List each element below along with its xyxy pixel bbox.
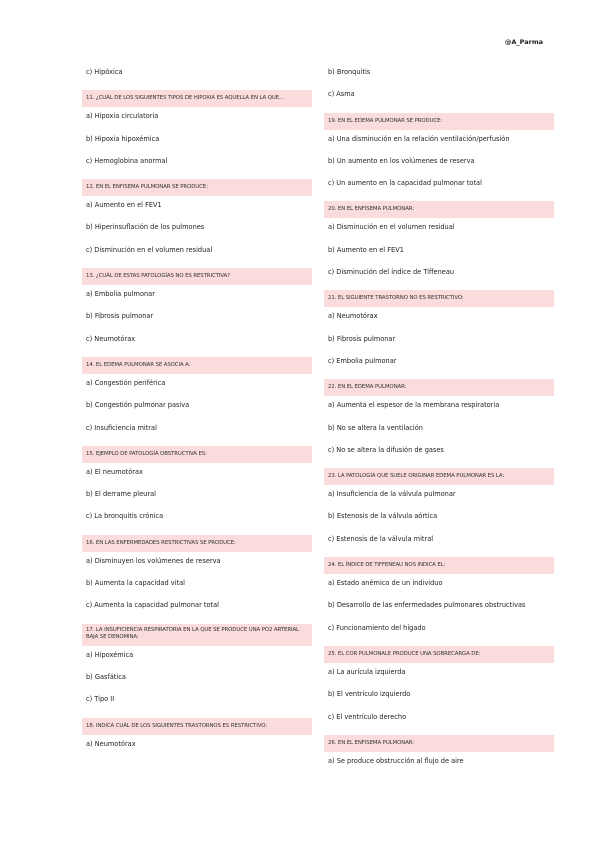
- answer-option: a) Aumenta el espesor de la membrana respiratoria: [328, 401, 500, 410]
- answer-option: c) Aumenta la capacidad pulmonar total: [86, 601, 219, 610]
- answer-option: b) Aumenta la capacidad vital: [86, 579, 185, 588]
- answer-option: a) Aumento en el FEV1: [86, 201, 162, 210]
- answer-option: c) Hemoglobina anormal: [86, 156, 168, 165]
- answer-option: c) Estenosis de la válvula mitral: [328, 534, 434, 543]
- question-heading: 24. EL ÍNDICE DE TIFFENEAU NOS INDICA EL:: [324, 557, 554, 574]
- answer-option: b) Estenosis de la válvula aórtica: [328, 512, 438, 521]
- answer-option: c) Insuficiencia mitral: [86, 423, 157, 432]
- answer-option: c) El ventrículo derecho: [328, 712, 407, 721]
- answer-option: a) La aurícula izquierda: [328, 667, 406, 676]
- right-column: [324, 68, 554, 779]
- answer-option: c) Disminución del índice de Tiffeneau: [328, 268, 455, 277]
- question-heading: 15. EJEMPLO DE PATOLOGÍA OBSTRUCTIVA ES:: [82, 446, 312, 463]
- answer-option: c) Disminución en el volumen residual: [86, 245, 213, 254]
- answer-option: c) Un aumento en la capacidad pulmonar total: [328, 179, 482, 188]
- answer-option: c) Tipo II: [86, 695, 115, 704]
- answer-option: a) Neumotórax: [328, 312, 378, 321]
- answer-option: c) Asma: [328, 90, 355, 99]
- answer-option: b) Un aumento en los volúmenes de reserva: [328, 156, 475, 165]
- question-heading: 22. EN EL EDEMA PULMONAR:: [324, 379, 554, 396]
- question-heading: 25. EL COR PULMONALE PRODUCE UNA SOBRECARGA DE:: [324, 646, 554, 663]
- answer-option: b) Aumento en el FEV1: [328, 245, 404, 254]
- question-heading: 12. EN EL ENFISEMA PULMONAR SE PRODUCE:: [82, 179, 312, 196]
- answer-option: a) Disminuyen los volúmenes de reserva: [86, 556, 221, 565]
- answer-option: b) Congestión pulmonar pasiva: [86, 401, 190, 410]
- answer-option: b) El ventrículo izquierdo: [328, 690, 411, 699]
- answer-option: c) No se altera la difusión de gases: [328, 445, 444, 454]
- answer-option: a) Se produce obstrucción al flujo de aire: [328, 756, 464, 765]
- question-heading: 11. ¿CUÁL DE LOS SIGUIENTES TIPOS DE HIPOXIA ES AQUELLA EN LA QUE...: [82, 90, 312, 107]
- answer-option: b) Fibrosis pulmonar: [328, 334, 396, 343]
- question-heading: 17. LA INSUFICIENCIA RESPIRATORIA EN LA QUE SE PRODUCE UNA PO2 ARTERIAL BAJA SE DENOMINA:: [82, 624, 312, 646]
- answer-option: b) Hipoxia hipoxémica: [86, 134, 160, 143]
- answer-option: c) La bronquitis crónica: [86, 512, 164, 521]
- question-heading: 14. EL EDEMA PULMONAR SE ASOCIA A:: [82, 357, 312, 374]
- question-heading: 13. ¿CUÁL DE ESTAS PATOLOGÍAS NO ES RESTRICTIVA?: [82, 268, 312, 285]
- answer-option: b) El derrame pleural: [86, 490, 156, 499]
- answer-option: b) Desarrollo de las enfermedades pulmonares obstructivas: [328, 601, 526, 610]
- answer-option: a) El neumotórax: [86, 467, 143, 476]
- answer-option: b) Gasfática: [86, 672, 126, 681]
- question-heading: 19. EN EL EDEMA PULMONAR SE PRODUCE:: [324, 113, 554, 130]
- question-heading: 16. EN LAS ENFERMEDADES RESTRICTIVAS SE PRODUCE:: [82, 535, 312, 552]
- author-handle: @A_Parma: [504, 38, 543, 46]
- answer-option: c) Neumotórax: [86, 334, 136, 343]
- answer-option: b) No se altera la ventilación: [328, 423, 423, 432]
- answer-option: a) Disminución en el volumen residual: [328, 223, 455, 232]
- answer-option: b) Fibrosis pulmonar: [86, 312, 154, 321]
- answer-option: a) Estado anémico de un individuo: [328, 579, 443, 588]
- answer-option: a) Neumotórax: [86, 739, 136, 748]
- answer-option: a) Congestión periférica: [86, 378, 166, 387]
- answer-option: a) Hipoxia circulatoria: [86, 112, 159, 121]
- question-heading: 21. EL SIGUIENTE TRASTORNO NO ES RESTRICTIVO:: [324, 290, 554, 307]
- question-heading: 23. LA PATOLOGÍA QUE SUELE ORIGINAR EDEMA PULMONAR ES LA:: [324, 468, 554, 485]
- answer-option: c) Embolia pulmonar: [328, 356, 397, 365]
- answer-option: c) Funcionamiento del hígado: [328, 623, 426, 632]
- answer-option: b) Bronquitis: [328, 68, 371, 76]
- answer-option: a) Hipoxémica: [86, 650, 134, 659]
- left-column: [82, 68, 312, 762]
- answer-option: a) Una disminución en la relación ventilación/perfusión: [328, 134, 510, 143]
- question-heading: 20. EN EL ENFISEMA PULMONAR:: [324, 201, 554, 218]
- answer-option: b) Hiperinsuflación de los pulmones: [86, 223, 205, 232]
- answer-option: a) Insuficiencia de la válvula pulmonar: [328, 490, 456, 499]
- answer-option: c) Hipóxica: [86, 68, 123, 76]
- answer-option: a) Embolia pulmonar: [86, 290, 155, 299]
- question-heading: 26. EN EL ENFISEMA PULMONAR:: [324, 735, 554, 752]
- question-heading: 18. INDICA CUÁL DE LOS SIGUIENTES TRASTORNOS ES RESTRICTIVO:: [82, 718, 312, 735]
